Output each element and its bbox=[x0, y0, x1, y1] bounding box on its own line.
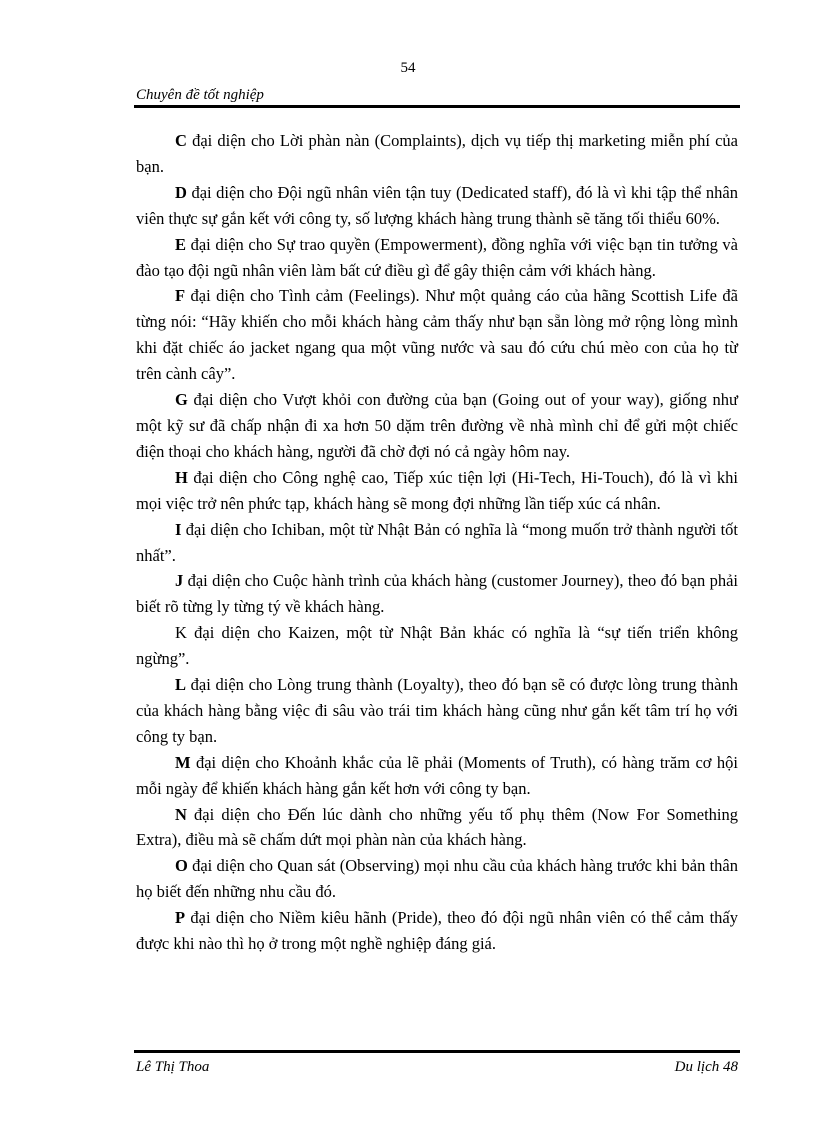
paragraph-l bbox=[136, 672, 738, 750]
paragraph-i bbox=[136, 517, 738, 569]
paragraph-text: đại diện cho Ichiban, một từ Nhật Bản có nghĩa là “mong muốn trở thành người tốt nhất”. bbox=[136, 519, 738, 565]
paragraph-text: đại diện cho Đến lúc dành cho những yếu tố phụ thêm (Now For Something Extra), điều mà sẽ chấm dứt mọi phàn nàn của khách hàng. bbox=[136, 804, 738, 850]
paragraph-h bbox=[136, 465, 738, 517]
paragraph-letter: H bbox=[175, 467, 188, 487]
header-title: Chuyên đề tốt nghiệp bbox=[136, 87, 264, 103]
paragraph-m bbox=[136, 750, 738, 802]
paragraph-k bbox=[136, 620, 738, 672]
paragraph-text: đại diện cho Quan sát (Observing) mọi nhu cầu của khách hàng trước khi bản thân họ biết đến những nhu cầu đó. bbox=[136, 856, 738, 902]
paragraph-d bbox=[136, 180, 738, 232]
paragraph-letter: O bbox=[175, 856, 188, 876]
paragraph-letter: J bbox=[175, 571, 184, 591]
paragraph-g bbox=[136, 387, 738, 465]
paragraph-j bbox=[136, 568, 738, 620]
paragraph-text: đại diện cho Lòng trung thành (Loyalty), theo đó bạn sẽ có được lòng trung thành của khách hàng bằng việc đi sâu vào trái tim khách hàng cũng như gắn kết tâm trí họ với công ty bạn. bbox=[136, 675, 738, 746]
paragraph-text: đại diện cho Lời phàn nàn (Complaints), dịch vụ tiếp thị marketing miễn phí của bạn. bbox=[136, 131, 738, 176]
paragraph-letter: G bbox=[175, 390, 188, 410]
page-number: 54 bbox=[400, 60, 416, 76]
footer-rule bbox=[134, 1050, 740, 1053]
paragraph-text: đại diện cho Đội ngũ nhân viên tận tuy (Dedicated staff), đó là vì khi tập thể nhân viên thực sự gắn kết với công ty, số lượng khách hàng trung thành sẽ tăng tối thiểu 60%. bbox=[136, 182, 738, 228]
paragraph-n bbox=[136, 802, 738, 854]
paragraph-letter: C bbox=[175, 131, 187, 150]
paragraph-e bbox=[136, 232, 738, 284]
paragraph-text: đại diện cho Khoảnh khắc của lẽ phải (Moments of Truth), có hàng trăm cơ hội mỗi ngày để khiến khách hàng gắn kết hơn với công ty bạn. bbox=[136, 752, 738, 798]
document-body bbox=[136, 128, 738, 957]
paragraph-f bbox=[136, 283, 738, 387]
paragraph-letter: L bbox=[175, 675, 187, 695]
footer-class: Du lịch 48 bbox=[674, 1059, 738, 1075]
paragraph-letter: N bbox=[175, 804, 187, 824]
paragraph-letter: I bbox=[175, 519, 182, 539]
paragraph-letter: F bbox=[175, 286, 186, 306]
footer-author: Lê Thị Thoa bbox=[136, 1059, 210, 1075]
paragraph-letter: K bbox=[175, 623, 187, 643]
paragraph-text: đại diện cho Tình cảm (Feelings). Như một quảng cáo của hãng Scottish Life đã từng nói: “Hãy khiến cho mỗi khách hàng cảm thấy như bạn sẵn lòng mở rộng lòng mình khi đặt chiếc áo jacket ngang qua một vũng nước và sau đó cứu chú mèo con của họ từ trên cành cây”. bbox=[136, 286, 738, 384]
paragraph-text: đại diện cho Niềm kiêu hãnh (Pride), theo đó đội ngũ nhân viên có thể cảm thấy được khi nào thì họ ở trong một nghề nghiệp đáng giá. bbox=[136, 908, 738, 954]
header-rule bbox=[134, 105, 740, 108]
paragraph-text: đại diện cho Cuộc hành trình của khách hàng (customer Journey), theo đó bạn phải biết rõ từng ly từng tý về khách hàng. bbox=[136, 571, 738, 617]
paragraph-letter: M bbox=[175, 752, 191, 772]
paragraph-letter: P bbox=[175, 908, 186, 928]
paragraph-text: đại diện cho Sự trao quyền (Empowerment), đồng nghĩa với việc bạn tin tưởng và đào tạo đội ngũ nhân viên làm bất cứ điều gì để gây thiện cảm với khách hàng. bbox=[136, 234, 738, 280]
paragraph-text: đại diện cho Vượt khỏi con đường của bạn (Going out of your way), giống như một kỹ sư đã chấp nhận đi xa hơn 50 dặm trên đường về nhà mình chỉ để gửi một chiếc điện thoại cho khách hàng, người đã chờ đợi nó cả ngày hôm nay. bbox=[136, 390, 738, 461]
paragraph-c bbox=[136, 128, 738, 180]
paragraph-o bbox=[136, 853, 738, 905]
paragraph-p bbox=[136, 905, 738, 957]
paragraph-letter: E bbox=[175, 234, 187, 254]
paragraph-text: đại diện cho Kaizen, một từ Nhật Bản khác có nghĩa là “sự tiến triển không ngừng”. bbox=[136, 623, 738, 669]
paragraph-letter: D bbox=[175, 182, 187, 202]
paragraph-text: đại diện cho Công nghệ cao, Tiếp xúc tiện lợi (Hi-Tech, Hi-Touch), đó là vì khi mọi việc trở nên phức tạp, khách hàng sẽ mong đợi những lần tiếp xúc cá nhân. bbox=[136, 467, 738, 513]
